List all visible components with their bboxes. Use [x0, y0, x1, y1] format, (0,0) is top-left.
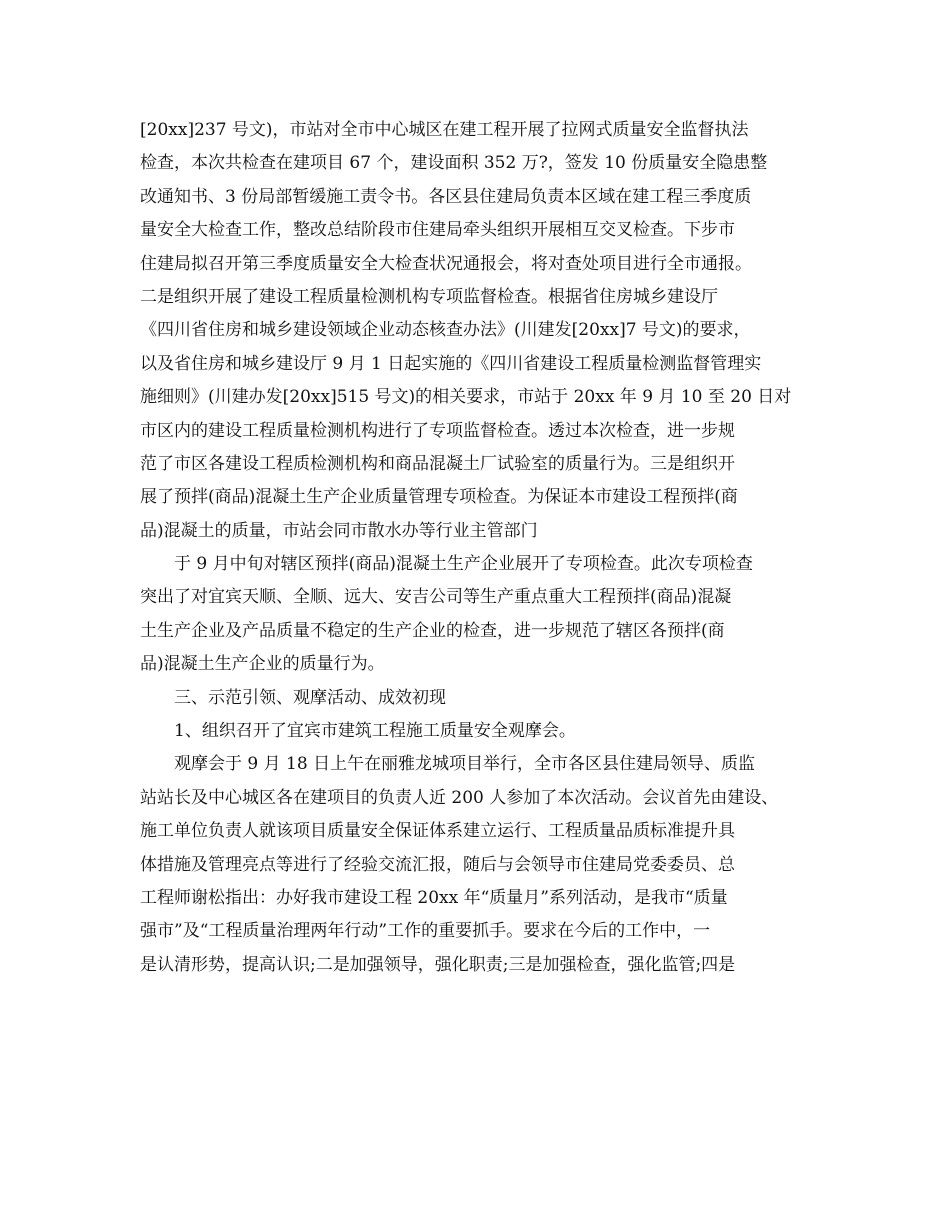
text-line: 展了预拌(商品)混凝土生产企业质量管理专项检查。为保证本市建设工程预拌(商 [140, 487, 738, 508]
text-line: 《四川省住房和城乡建设领域企业动态核查办法》(川建发[20xx]7 号文)的要求， [140, 320, 751, 341]
text-line: 强市”及“工程质量治理两年行动”工作的重要抓手。要求在今后的工作中，一 [140, 921, 711, 942]
text-line: 体措施及管理亮点等进行了经验交流汇报，随后与会领导市住建局党委委员、总 [140, 854, 735, 875]
text-line: 品)混凝土的质量，市站会同市散水办等行业主管部门 [140, 520, 538, 541]
text-line: 检查，本次共检查在建项目 67 个，建设面积 352 万?，签发 10 份质量安全隐患整 [140, 153, 768, 174]
text-line: [20xx]237 号文)，市站对全市中心城区在建工程开展了拉网式质量安全监督执法 [140, 120, 749, 140]
text-line: 施细则》(川建办发[20xx]515 号文)的相关要求，市站于 20xx 年 9 月 10 至 20 日对 [140, 387, 792, 408]
text-line: 二是组织开展了建设工程质量检测机构专项监督检查。根据省住房城乡建设厅 [140, 286, 718, 307]
text-line: 量安全大检查工作，整改总结阶段市住建局牵头组织开展相互交叉检查。下步市 [140, 220, 735, 241]
text-line: 市区内的建设工程质量检测机构进行了专项监督检查。透过本次检查，进一步规 [140, 420, 735, 441]
section-heading: 三、示范引领、观摩活动、成效初现 [140, 687, 446, 708]
text-line: 于 9 月中旬对辖区预拌(商品)混凝土生产企业展开了专项检查。此次专项检查 [140, 554, 753, 575]
text-line: 改通知书、3 份局部暂缓施工责令书。各区县住建局负责本区域在建工程三季度质 [140, 186, 752, 207]
text-line: 范了市区各建设工程质检测机构和商品混凝土厂试验室的质量行为。三是组织开 [140, 453, 735, 474]
text-line: 是认清形势，提高认识;二是加强领导，强化职责;三是加强检查，强化监管;四是 [140, 954, 736, 975]
text-line: 突出了对宜宾天顺、全顺、远大、安吉公司等生产重点重大工程预拌(商品)混凝 [140, 587, 732, 608]
document-body-text [140, 114, 820, 982]
subsection-heading: 1、组织召开了宜宾市建筑工程施工质量安全观摩会。 [140, 721, 576, 742]
text-line: 站站长及中心城区各在建项目的负责人近 200 人参加了本次活动。会议首先由建设、 [140, 787, 779, 808]
text-line: 土生产企业及产品质量不稳定的生产企业的检查，进一步规范了辖区各预拌(商 [140, 620, 725, 641]
text-line: 观摩会于 9 月 18 日上午在丽雅龙城项目举行，全市各区县住建局领导、质监 [140, 754, 756, 775]
text-line: 施工单位负责人就该项目质量安全保证体系建立运行、工程质量品质标准提升具 [140, 821, 735, 842]
text-line: 工程师谢松指出：办好我市建设工程 20xx 年“质量月”系列活动，是我市“质量 [140, 887, 728, 908]
text-line: 以及省住房和城乡建设厅 9 月 1 日起实施的《四川省建设工程质量检测监督管理实 [140, 353, 762, 374]
text-line: 住建局拟召开第三季度质量安全大检查状况通报会，将对查处项目进行全市通报。 [140, 253, 752, 274]
text-line: 品)混凝土生产企业的质量行为。 [140, 654, 385, 675]
